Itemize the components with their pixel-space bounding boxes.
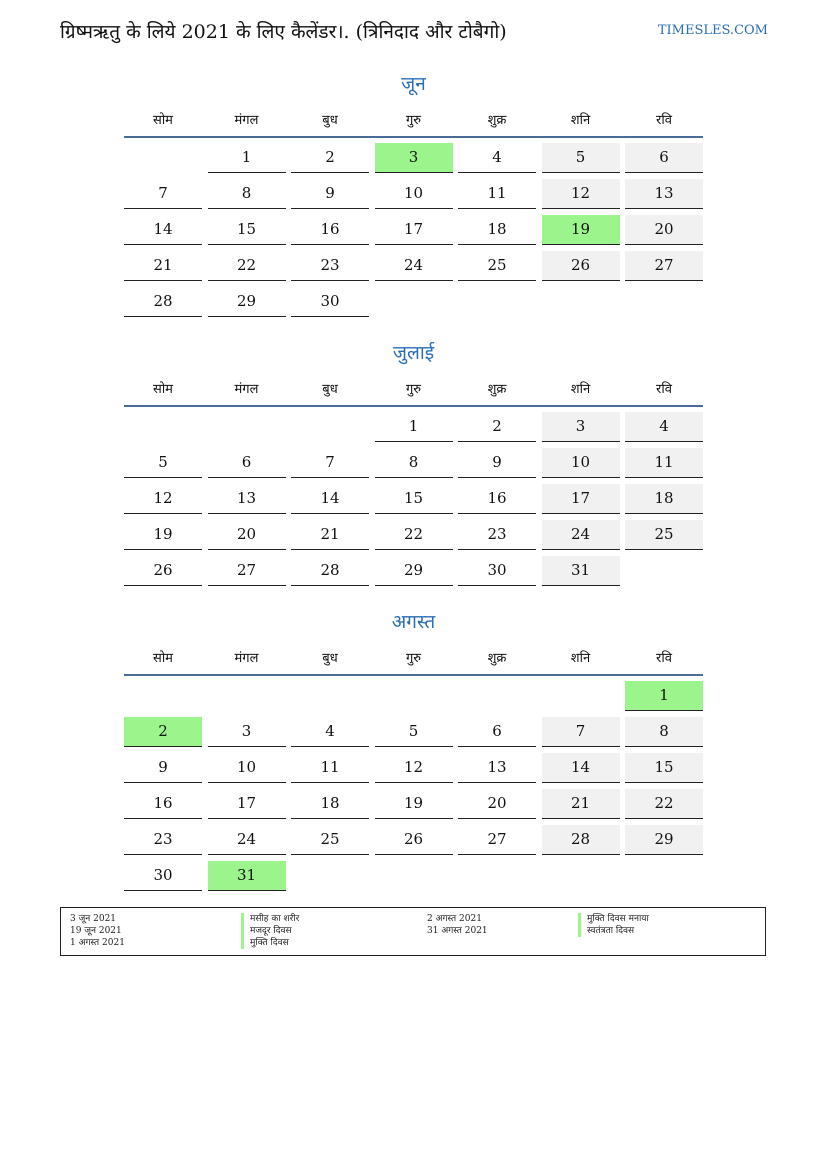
holiday-legend — [60, 907, 766, 956]
weekday-label: रवि — [656, 382, 672, 397]
day-cell: 5 — [124, 448, 202, 478]
day-cell: 14 — [542, 753, 620, 783]
day-cell: 20 — [458, 789, 536, 819]
weekday-label: मंगल — [234, 651, 259, 666]
day-cell: 24 — [542, 520, 620, 550]
day-cell: 26 — [124, 556, 202, 586]
day-cell: 11 — [458, 179, 536, 209]
day-cell: 26 — [375, 825, 453, 855]
weekday-label: रवि — [656, 651, 672, 666]
weekday-label: शनि — [570, 382, 591, 397]
day-cell: 21 — [124, 251, 202, 281]
day-cell: 13 — [458, 753, 536, 783]
month-title: जून — [401, 73, 426, 95]
weekday-label: शनि — [570, 651, 591, 666]
day-cell: 18 — [458, 215, 536, 245]
day-cell: 8 — [625, 717, 703, 747]
day-cell: 24 — [208, 825, 286, 855]
day-cell: 28 — [542, 825, 620, 855]
weekday-label: सोम — [153, 651, 173, 666]
day-cell: 4 — [625, 412, 703, 442]
day-cell: 16 — [124, 789, 202, 819]
day-cell: 25 — [625, 520, 703, 550]
day-cell: 26 — [542, 251, 620, 281]
legend-holiday-name: स्वतंत्रता दिवस — [578, 925, 649, 937]
day-cell: 30 — [458, 556, 536, 586]
day-cell: 16 — [458, 484, 536, 514]
day-cell: 1 — [375, 412, 453, 442]
legend-names-right — [578, 913, 649, 937]
day-cell: 7 — [291, 448, 369, 478]
legend-date: 19 जून 2021 — [70, 926, 122, 936]
month-title: जुलाई — [392, 342, 435, 364]
day-cell: 2 — [458, 412, 536, 442]
day-cell: 14 — [291, 484, 369, 514]
day-cell: 15 — [625, 753, 703, 783]
day-cell: 6 — [208, 448, 286, 478]
weekday-header — [124, 648, 703, 668]
weekday-label: गुरु — [405, 382, 422, 397]
day-cell: 25 — [458, 251, 536, 281]
legend-dates-right — [427, 913, 488, 937]
weekday-header — [124, 110, 703, 130]
day-cell: 2 — [291, 143, 369, 173]
day-cell: 17 — [208, 789, 286, 819]
day-cell: 17 — [542, 484, 620, 514]
day-cell: 24 — [375, 251, 453, 281]
day-cell: 22 — [625, 789, 703, 819]
day-cell: 3 — [208, 717, 286, 747]
day-cell: 29 — [375, 556, 453, 586]
day-cell: 28 — [124, 287, 202, 317]
weekday-label: बुध — [322, 382, 338, 397]
day-cell: 23 — [458, 520, 536, 550]
legend-holiday-name: मजदूर दिवस — [241, 925, 299, 937]
day-cell: 27 — [208, 556, 286, 586]
day-cell: 8 — [375, 448, 453, 478]
legend-date: 3 जून 2021 — [70, 914, 117, 924]
day-cell: 8 — [208, 179, 286, 209]
holiday-day-cell: 2 — [124, 717, 202, 747]
day-cell: 12 — [375, 753, 453, 783]
weekday-label: सोम — [153, 113, 173, 128]
day-cell: 20 — [625, 215, 703, 245]
day-cell: 6 — [458, 717, 536, 747]
weekday-label: रवि — [656, 113, 672, 128]
weekday-label: शुक्र — [487, 382, 507, 397]
holiday-day-cell: 19 — [542, 215, 620, 245]
day-cell: 27 — [458, 825, 536, 855]
header-rule — [124, 674, 703, 676]
day-cell: 1 — [208, 143, 286, 173]
day-cell: 30 — [291, 287, 369, 317]
day-cell: 7 — [542, 717, 620, 747]
day-cell: 20 — [208, 520, 286, 550]
weekday-label: मंगल — [234, 382, 259, 397]
day-cell: 29 — [208, 287, 286, 317]
weekday-label: बुध — [322, 651, 338, 666]
day-cell: 5 — [542, 143, 620, 173]
legend-names-left — [241, 913, 299, 949]
day-cell: 23 — [124, 825, 202, 855]
holiday-day-cell: 3 — [375, 143, 453, 173]
month-title: अगस्त — [391, 611, 436, 633]
day-cell: 15 — [208, 215, 286, 245]
day-cell: 18 — [625, 484, 703, 514]
legend-holiday-name: मुक्ति दिवस — [241, 937, 299, 949]
day-cell: 14 — [124, 215, 202, 245]
day-cell: 22 — [375, 520, 453, 550]
day-cell: 28 — [291, 556, 369, 586]
day-cell: 6 — [625, 143, 703, 173]
day-cell: 17 — [375, 215, 453, 245]
legend-holiday-name: मसीह का शरीर — [241, 913, 299, 925]
weekday-label: शुक्र — [487, 113, 507, 128]
day-cell: 18 — [291, 789, 369, 819]
holiday-day-cell: 1 — [625, 681, 703, 711]
day-cell: 4 — [458, 143, 536, 173]
day-cell: 13 — [625, 179, 703, 209]
weekday-header — [124, 379, 703, 399]
header-rule — [124, 136, 703, 138]
weekday-label: शुक्र — [487, 651, 507, 666]
weekday-label: बुध — [322, 113, 338, 128]
day-cell: 9 — [458, 448, 536, 478]
day-cell: 25 — [291, 825, 369, 855]
site-link[interactable]: TIMESLES.COM — [657, 23, 768, 38]
legend-holiday-name: मुक्ति दिवस मनाया — [578, 913, 649, 925]
header-rule — [124, 405, 703, 407]
day-cell: 29 — [625, 825, 703, 855]
day-cell: 5 — [375, 717, 453, 747]
day-cell: 10 — [542, 448, 620, 478]
day-cell: 21 — [542, 789, 620, 819]
legend-date: 1 अगस्त 2021 — [70, 938, 125, 948]
page-title: ग्रिष्मऋतु के लिये 2021 के लिए कैलेंडर।. (त्रिनिदाद और टोबैगो) — [60, 21, 507, 43]
weekday-label: गुरु — [405, 113, 422, 128]
day-cell: 15 — [375, 484, 453, 514]
holiday-day-cell: 31 — [208, 861, 286, 891]
day-cell: 16 — [291, 215, 369, 245]
day-cell: 19 — [124, 520, 202, 550]
day-cell: 10 — [208, 753, 286, 783]
day-cell: 27 — [625, 251, 703, 281]
legend-dates-left — [70, 913, 125, 949]
day-cell: 23 — [291, 251, 369, 281]
day-cell: 13 — [208, 484, 286, 514]
day-cell: 19 — [375, 789, 453, 819]
weekday-label: मंगल — [234, 113, 259, 128]
day-cell: 10 — [375, 179, 453, 209]
day-cell: 21 — [291, 520, 369, 550]
day-cell: 3 — [542, 412, 620, 442]
day-cell: 11 — [291, 753, 369, 783]
day-cell: 9 — [124, 753, 202, 783]
day-cell: 30 — [124, 861, 202, 891]
day-cell: 12 — [542, 179, 620, 209]
legend-date: 31 अगस्त 2021 — [427, 926, 488, 936]
weekday-label: गुरु — [405, 651, 422, 666]
weekday-label: शनि — [570, 113, 591, 128]
day-cell: 31 — [542, 556, 620, 586]
day-cell: 7 — [124, 179, 202, 209]
legend-date: 2 अगस्त 2021 — [427, 914, 482, 924]
day-cell: 22 — [208, 251, 286, 281]
weekday-label: सोम — [153, 382, 173, 397]
day-cell: 12 — [124, 484, 202, 514]
day-cell: 9 — [291, 179, 369, 209]
day-cell: 11 — [625, 448, 703, 478]
day-cell: 4 — [291, 717, 369, 747]
